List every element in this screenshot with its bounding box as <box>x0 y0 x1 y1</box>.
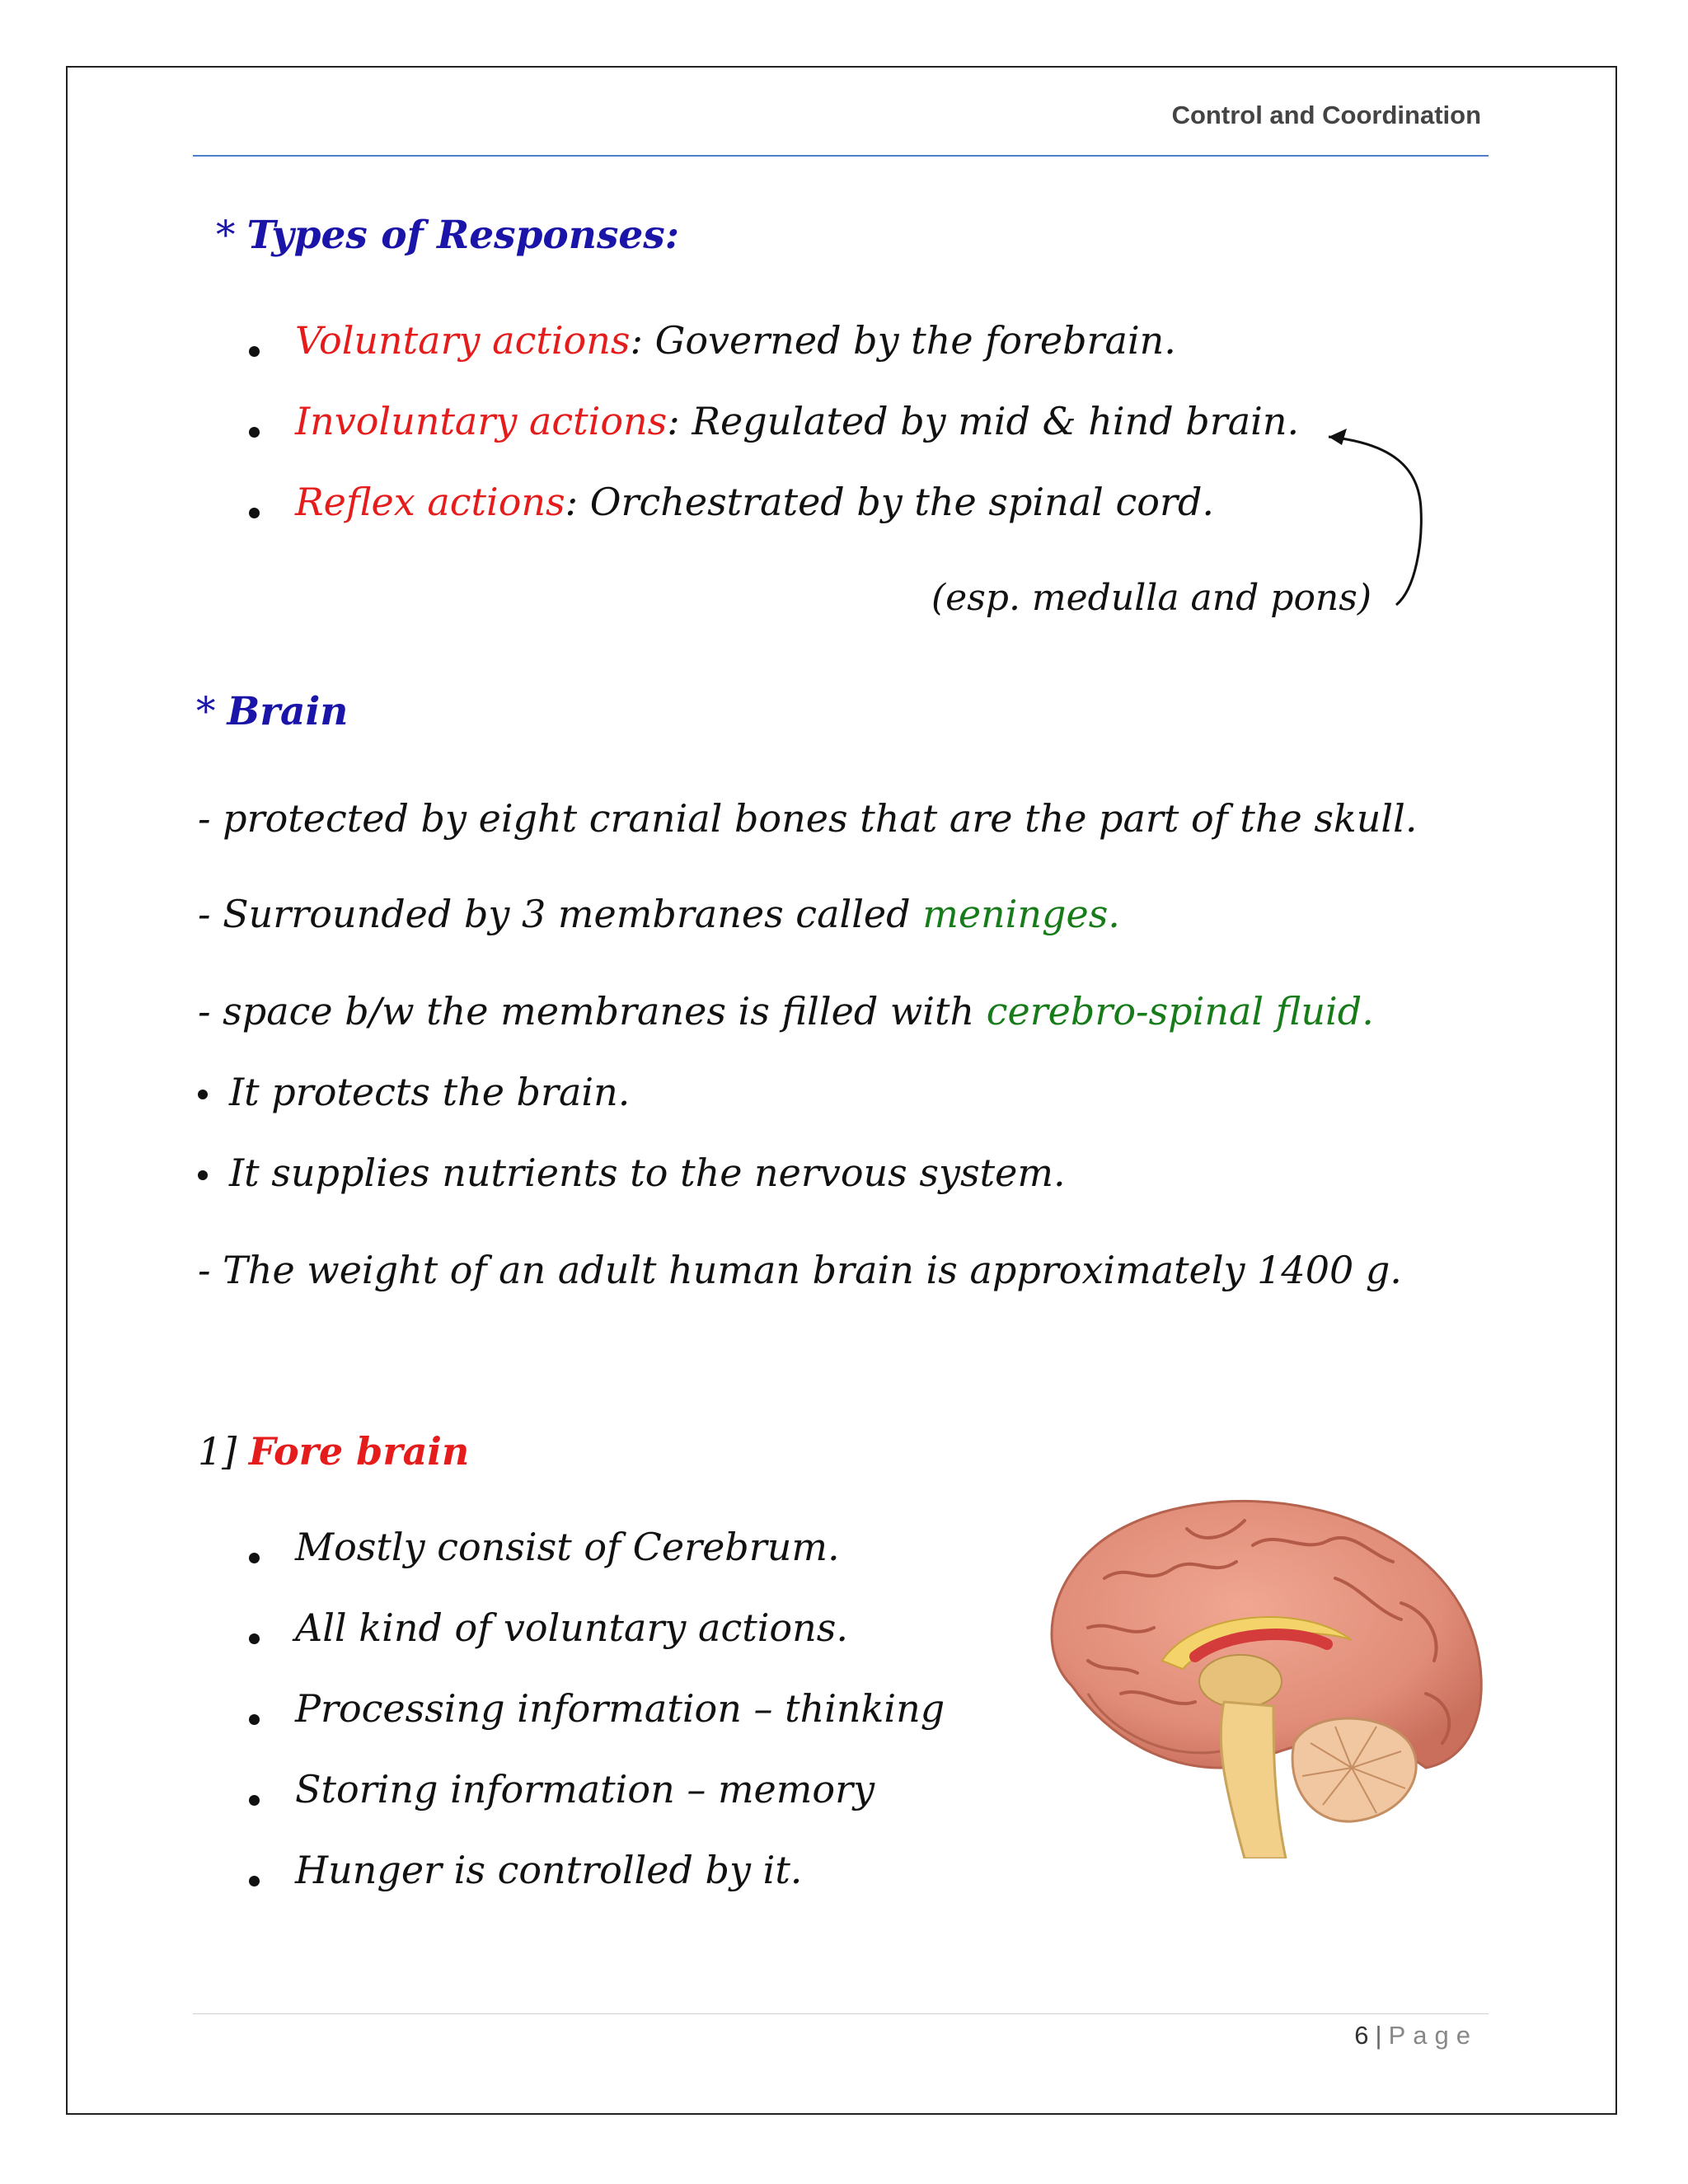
response-desc: : Orchestrated by the spinal cord. <box>565 480 1215 524</box>
bullet-icon <box>249 1553 260 1563</box>
csf-term: cerebro-spinal fluid. <box>986 989 1374 1033</box>
brain-fact-csf <box>198 989 1374 1033</box>
csf-point-nutrients: It supplies nutrients to the nervous system. <box>229 1151 1066 1195</box>
brain-heading <box>196 689 348 734</box>
responses-heading <box>216 213 679 258</box>
brain-fact-text: - space b/w the membranes is filled with <box>198 989 987 1033</box>
brain-heading-text: Brain <box>227 689 349 734</box>
curved-arrow-icon <box>1311 419 1434 616</box>
heading-star: * <box>216 213 236 258</box>
brain-fact-skull: - protected by eight cranial bones that are the part of the skull. <box>198 796 1418 841</box>
fore-brain-item: Hunger is controlled by it. <box>295 1848 803 1892</box>
footer-divider <box>193 2013 1489 2014</box>
medulla-pons-note: (esp. medulla and pons) <box>931 577 1372 619</box>
page-word: Page <box>1388 2021 1478 2050</box>
response-term: Voluntary actions <box>295 318 631 363</box>
page-header-title: Control and Coordination <box>1171 101 1481 129</box>
footer-separator: | <box>1375 2021 1382 2050</box>
section-number: 1] <box>198 1429 237 1474</box>
response-term: Involuntary actions <box>295 399 668 443</box>
bullet-icon <box>249 1876 260 1886</box>
response-item-reflex <box>295 480 1214 524</box>
fore-brain-item: All kind of voluntary actions. <box>295 1605 848 1650</box>
csf-point-protects: It protects the brain. <box>229 1070 631 1114</box>
response-item-voluntary <box>295 318 1176 363</box>
page-number: 6 <box>1354 2021 1369 2050</box>
responses-heading-text: Types of Responses: <box>246 213 680 258</box>
brain-fact-text: - Surrounded by 3 membranes called <box>198 892 923 936</box>
brain-fact-weight: - The weight of an adult human brain is approximately 1400 g. <box>198 1248 1402 1292</box>
fore-brain-item: Mostly consist of Cerebrum. <box>295 1525 840 1569</box>
response-term: Reflex actions <box>295 480 565 524</box>
bullet-icon <box>249 508 260 518</box>
meninges-term: meninges. <box>922 892 1120 936</box>
bullet-icon <box>249 1633 260 1644</box>
bullet-icon <box>249 1795 260 1806</box>
response-desc: : Governed by the forebrain. <box>630 318 1176 363</box>
fore-brain-item: Processing information – thinking <box>295 1686 945 1731</box>
page-footer <box>1354 2021 1478 2050</box>
bullet-icon <box>198 1090 208 1099</box>
brain-fact-meninges <box>198 892 1120 936</box>
bullet-icon <box>249 1714 260 1725</box>
response-item-involuntary <box>295 399 1299 443</box>
fore-brain-title: Fore brain <box>248 1429 470 1474</box>
brain-sagittal-illustration <box>1039 1496 1492 1858</box>
fore-brain-heading <box>198 1429 469 1474</box>
bullet-icon <box>198 1170 208 1180</box>
header-divider <box>193 155 1489 157</box>
heading-star: * <box>196 689 216 734</box>
bullet-icon <box>249 346 260 357</box>
fore-brain-item: Storing information – memory <box>295 1767 875 1811</box>
bullet-icon <box>249 427 260 438</box>
response-desc: : Regulated by mid & hind brain. <box>667 399 1300 443</box>
